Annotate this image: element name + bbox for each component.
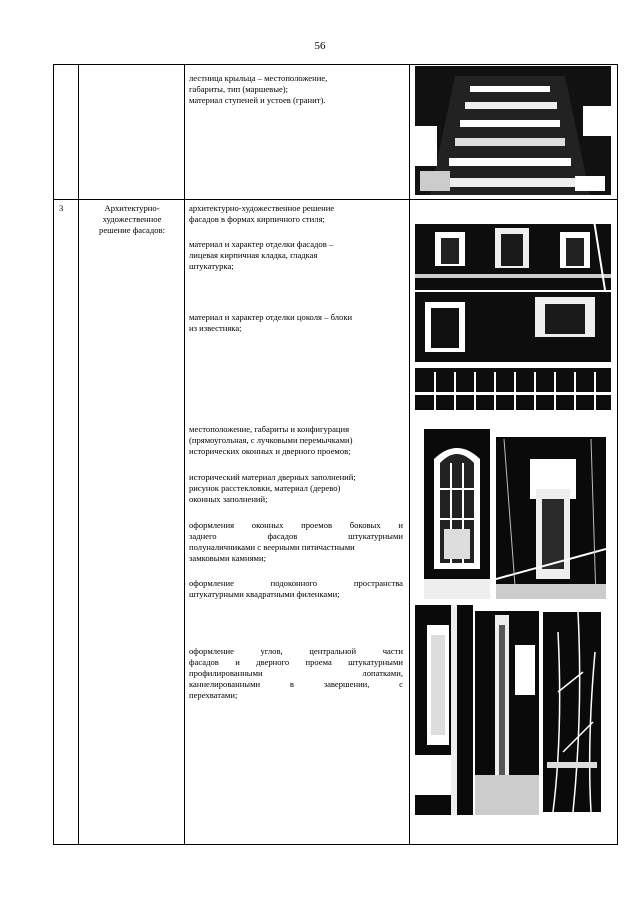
text-line: габариты, тип (маршевые); — [189, 84, 289, 94]
text-line: исторический материал дверных заполнений; — [189, 472, 356, 482]
corner-photo-right — [543, 612, 601, 812]
table-right-border — [617, 64, 618, 845]
text-line: материал и характер отделки фасадов – — [189, 239, 334, 249]
text-line: перехватами; — [189, 690, 238, 700]
text-line: профилированными лопатками, — [189, 668, 403, 678]
text-line: полуналичниками с веерными пятичастными — [189, 542, 355, 552]
window-photo — [424, 429, 490, 599]
text-line: штукатурными квадратными филенками; — [189, 589, 340, 599]
corner-photo-left — [415, 605, 473, 815]
text-line: фасадов и дверного проема штукатурными — [189, 657, 403, 667]
text-line: (прямоугольная, с лучковыми перемычками) — [189, 435, 353, 445]
title-line: Архитектурно- — [104, 203, 160, 213]
column-divider — [78, 64, 79, 845]
text-line: штукатурка; — [189, 261, 234, 271]
sill-text — [189, 578, 403, 600]
text-line: оформления оконных проемов боковых и — [189, 520, 403, 530]
text-line: оформление углов, центральной части — [189, 646, 403, 656]
page-number: 56 — [314, 40, 326, 52]
title-line: решение фасадов: — [99, 225, 165, 235]
text-line: лестница крыльца – местоположение, — [189, 73, 328, 83]
table-bottom-border — [53, 844, 618, 845]
door-photo — [496, 429, 606, 599]
table-left-border — [53, 64, 54, 845]
facade-finish-text — [189, 239, 403, 272]
plinth-photo — [415, 292, 611, 410]
window-trim-text — [189, 520, 403, 564]
staircase-photo — [415, 66, 611, 195]
plinth-finish-text — [189, 312, 403, 334]
text-line: исторических оконных и дверного проемов; — [189, 446, 351, 456]
heritage-table — [53, 64, 618, 845]
text-line: каннелированными в завершении, с — [189, 679, 403, 689]
text-line: из известняка; — [189, 323, 242, 333]
row-number: 3 — [59, 203, 64, 213]
fillings-text — [189, 472, 403, 505]
text-line: рисунок расстекловки, материал (дерево) — [189, 483, 341, 493]
text-line: материал ступеней и устоев (гранит). — [189, 95, 326, 105]
corner-pilaster-text — [189, 646, 403, 701]
text-line: архитектурно-художественное решение — [189, 203, 335, 213]
column-divider — [184, 64, 185, 845]
corner-photo-center — [475, 605, 539, 815]
text-line: оконных заполнений; — [189, 494, 268, 504]
row-title — [83, 203, 181, 236]
facade-photo-upper — [415, 214, 611, 290]
row-divider — [53, 199, 618, 200]
column-divider — [409, 64, 410, 845]
text-line: местоположение, габариты и конфигурация — [189, 424, 350, 434]
openings-text — [189, 424, 403, 457]
row1-description — [189, 73, 403, 106]
text-line: лицевая кирпичная кладка, гладкая — [189, 250, 318, 260]
text-line: заднего фасадов штукатурными — [189, 531, 403, 541]
text-line: оформление подоконного пространства — [189, 578, 403, 588]
text-line: замковыми камнями; — [189, 553, 266, 563]
text-line: материал и характер отделки цоколя – блоки — [189, 312, 353, 322]
text-line: фасадов в формах кирпичного стиля; — [189, 214, 325, 224]
title-line: художественное — [102, 214, 162, 224]
table-top-border — [53, 64, 618, 65]
facade-style-text — [189, 203, 403, 225]
